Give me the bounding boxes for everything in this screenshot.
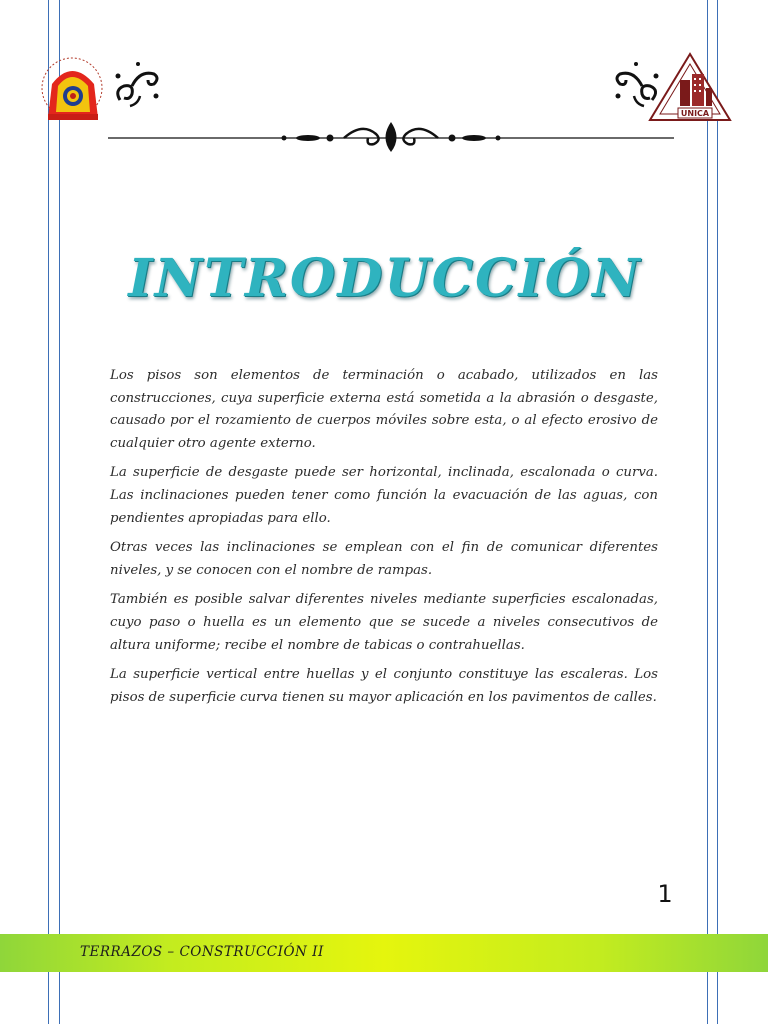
border-line-right-outer xyxy=(717,0,718,1024)
footer-text: TERRAZOS – CONSTRUCCIÓN II xyxy=(80,944,324,960)
paragraph: Los pisos son elementos de terminación o acabado, utilizados en las construcciones, cuya superficie externa está sometida a la abrasión o desgaste, causado por el rozamiento de cuerpos móviles sobre esta, o al efecto erosivo de cualquier otro agente externo. xyxy=(110,368,658,451)
border-line-right-inner xyxy=(707,0,708,1024)
paragraph: La superficie de desgaste puede ser horizontal, inclinada, escalonada o curva. Las inclinaciones pueden tener como función la evacuación de las aguas, con pendientes apropiadas para ello. xyxy=(110,465,658,526)
university-seal-logo xyxy=(38,52,108,124)
page-title: INTRODUCCIÓN xyxy=(128,248,642,309)
decorative-divider xyxy=(108,116,674,156)
border-line-left-outer xyxy=(48,0,49,1024)
paragraph: La superficie vertical entre huellas y el conjunto constituye las escaleras. Los pisos de superficie curva tienen su mayor aplicación en los pavimentos de calles. xyxy=(110,667,658,705)
unica-logo-label: UNICA xyxy=(680,109,710,118)
page-number: 1 xyxy=(657,880,673,908)
border-line-left-inner xyxy=(59,0,60,1024)
paragraph: También es posible salvar diferentes niveles mediante superficies escalonadas, cuyo paso o huella es un elemento que se sucede a niveles consecutivos de altura uniforme; recibe el nombre de tabicas o contrahuellas. xyxy=(110,592,658,653)
body-text xyxy=(110,365,658,716)
ornament-left-icon xyxy=(110,56,164,112)
paragraph: Otras veces las inclinaciones se emplean con el fin de comunicar diferentes niveles, y se conocen con el nombre de rampas. xyxy=(110,540,658,578)
